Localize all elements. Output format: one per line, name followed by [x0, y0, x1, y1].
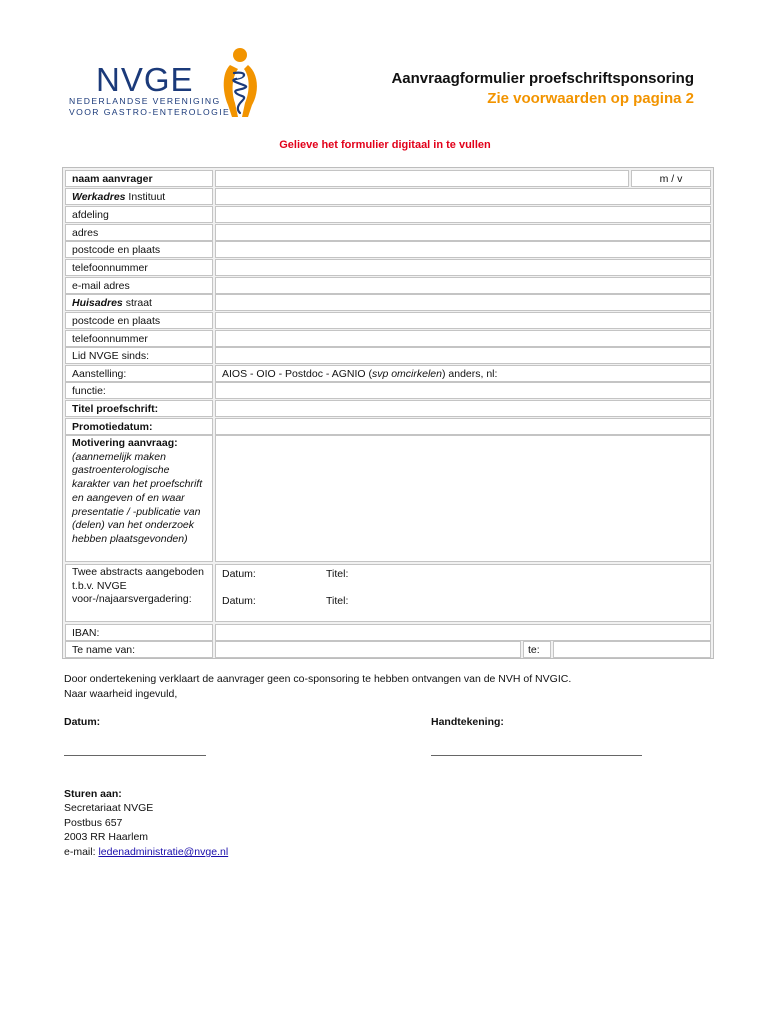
- abstract1-titel-label: Titel:: [326, 568, 349, 580]
- send-to-line-1: Secretariaat NVGE: [64, 802, 154, 814]
- input-motivering[interactable]: [215, 435, 711, 562]
- row-adres: [65, 224, 711, 241]
- handtekening-signature-line[interactable]: [431, 755, 642, 756]
- signature-date-label: Datum:: [64, 716, 101, 728]
- row-iban: [65, 624, 711, 641]
- row-te-name-van: [65, 641, 711, 658]
- signature-label: Handtekening:: [431, 716, 504, 728]
- input-te-plaats[interactable]: [553, 641, 711, 658]
- send-to-line-2: Postbus 657: [64, 817, 123, 829]
- label-functie: functie:: [65, 382, 213, 399]
- send-to-email-row: [64, 846, 228, 858]
- row-werkadres: [65, 188, 711, 205]
- aanstelling-options: AIOS - OIO - Postdoc - AGNIO (: [222, 368, 372, 380]
- label-huisadres: [65, 294, 213, 311]
- input-afdeling[interactable]: [215, 206, 711, 223]
- logo-subline-1: NEDERLANDSE VERENIGING: [69, 96, 221, 106]
- logo-subline-2: VOOR GASTRO-ENTEROLOGIE: [69, 107, 231, 117]
- abstract1-datum-label: Datum:: [222, 568, 256, 580]
- row-afdeling: [65, 206, 711, 223]
- abstract2-titel-label: Titel:: [326, 595, 349, 607]
- input-aanstelling[interactable]: [215, 365, 711, 382]
- row-telefoon-werk: [65, 259, 711, 276]
- input-telefoon-huis[interactable]: [215, 330, 711, 347]
- label-iban: IBAN:: [65, 624, 213, 641]
- huisadres-rest: straat: [122, 297, 152, 309]
- application-form-table: [62, 167, 714, 659]
- row-functie: [65, 382, 711, 399]
- label-postcode-werk: postcode en plaats: [65, 241, 213, 258]
- input-iban[interactable]: [215, 624, 711, 641]
- motivering-title: Motivering aanvraag:: [72, 437, 178, 449]
- input-naam-aanvrager[interactable]: [215, 170, 629, 187]
- huisadres-emphasis: Huisadres: [72, 297, 123, 309]
- input-promotiedatum[interactable]: [215, 418, 711, 435]
- row-abstracts: [65, 564, 711, 622]
- row-motivering: [65, 435, 711, 562]
- nvge-logo: [66, 47, 266, 119]
- conditions-note: Zie voorwaarden op pagina 2: [487, 90, 694, 107]
- send-to-title: Sturen aan:: [64, 788, 122, 800]
- label-lid-sinds: Lid NVGE sinds:: [65, 347, 213, 364]
- logo-wordmark: NVGE: [96, 61, 194, 98]
- input-telefoon-werk[interactable]: [215, 259, 711, 276]
- send-to-line-3: 2003 RR Haarlem: [64, 831, 149, 843]
- aanstelling-hint: svp omcirkelen: [371, 368, 442, 380]
- input-huisadres-straat[interactable]: [215, 294, 711, 311]
- label-aanstelling: Aanstelling:: [65, 365, 213, 382]
- row-lid-sinds: [65, 347, 711, 364]
- label-afdeling: afdeling: [65, 206, 213, 223]
- row-aanstelling: [65, 365, 711, 382]
- input-abstracts[interactable]: [215, 564, 711, 622]
- row-email: [65, 277, 711, 294]
- input-lid-sinds[interactable]: [215, 347, 711, 364]
- abstract2-datum-label: Datum:: [222, 595, 256, 607]
- email-link[interactable]: ledenadministratie@nvge.nl: [98, 846, 229, 858]
- gut-figure-icon: [218, 47, 264, 119]
- email-label: e-mail:: [64, 846, 99, 858]
- label-adres: adres: [65, 224, 213, 241]
- input-postcode-werk[interactable]: [215, 241, 711, 258]
- label-te-name-van: Te name van:: [65, 641, 213, 658]
- label-te: te:: [523, 641, 551, 658]
- werkadres-rest: Instituut: [125, 191, 166, 203]
- label-postcode-huis: postcode en plaats: [65, 312, 213, 329]
- label-telefoon-werk: telefoonnummer: [65, 259, 213, 276]
- input-adres[interactable]: [215, 224, 711, 241]
- input-titel-proefschrift[interactable]: [215, 400, 711, 417]
- form-title: Aanvraagformulier proefschriftsponsoring: [391, 70, 694, 87]
- label-werkadres: [65, 188, 213, 205]
- row-huisadres: [65, 294, 711, 311]
- row-telefoon-huis: [65, 330, 711, 347]
- input-email[interactable]: [215, 277, 711, 294]
- truthfully-filled-text: Naar waarheid ingevuld,: [64, 688, 178, 700]
- row-promotiedatum: [65, 418, 711, 435]
- input-werkadres-instituut[interactable]: [215, 188, 711, 205]
- label-motivering: [65, 435, 213, 562]
- fill-in-instruction: Gelieve het formulier digitaal in te vullen: [279, 139, 491, 151]
- label-promotiedatum: Promotiedatum:: [65, 418, 213, 435]
- row-naam-aanvrager: [65, 170, 711, 187]
- motivering-explanation: (aannemelijk maken gastroenterologische karakter van het proefschrift en aangeven of en waar presentatie / -publicatie van (delen) van het onderzoek hebben plaatsgevonden): [72, 450, 203, 545]
- label-telefoon-huis: telefoonnummer: [65, 330, 213, 347]
- input-te-name-van[interactable]: [215, 641, 521, 658]
- label-email: e-mail adres: [65, 277, 213, 294]
- row-postcode-werk: [65, 241, 711, 258]
- row-titel-proefschrift: [65, 400, 711, 417]
- label-naam-aanvrager: naam aanvrager: [65, 170, 213, 187]
- label-titel-proefschrift: Titel proefschrift:: [65, 400, 213, 417]
- aanstelling-other: ) anders, nl:: [441, 368, 498, 380]
- row-postcode-huis: [65, 312, 711, 329]
- werkadres-emphasis: Werkadres: [72, 191, 126, 203]
- label-abstracts: Twee abstracts aangeboden t.b.v. NVGE voor-/najaarsvergadering:: [65, 564, 213, 622]
- date-signature-line[interactable]: [64, 755, 206, 756]
- gender-field[interactable]: m / v: [631, 170, 711, 187]
- input-postcode-huis[interactable]: [215, 312, 711, 329]
- declaration-text: Door ondertekening verklaart de aanvrager geen co-sponsoring te hebben ontvangen van de NVH of NVGIC.: [64, 673, 572, 685]
- input-functie[interactable]: [215, 382, 711, 399]
